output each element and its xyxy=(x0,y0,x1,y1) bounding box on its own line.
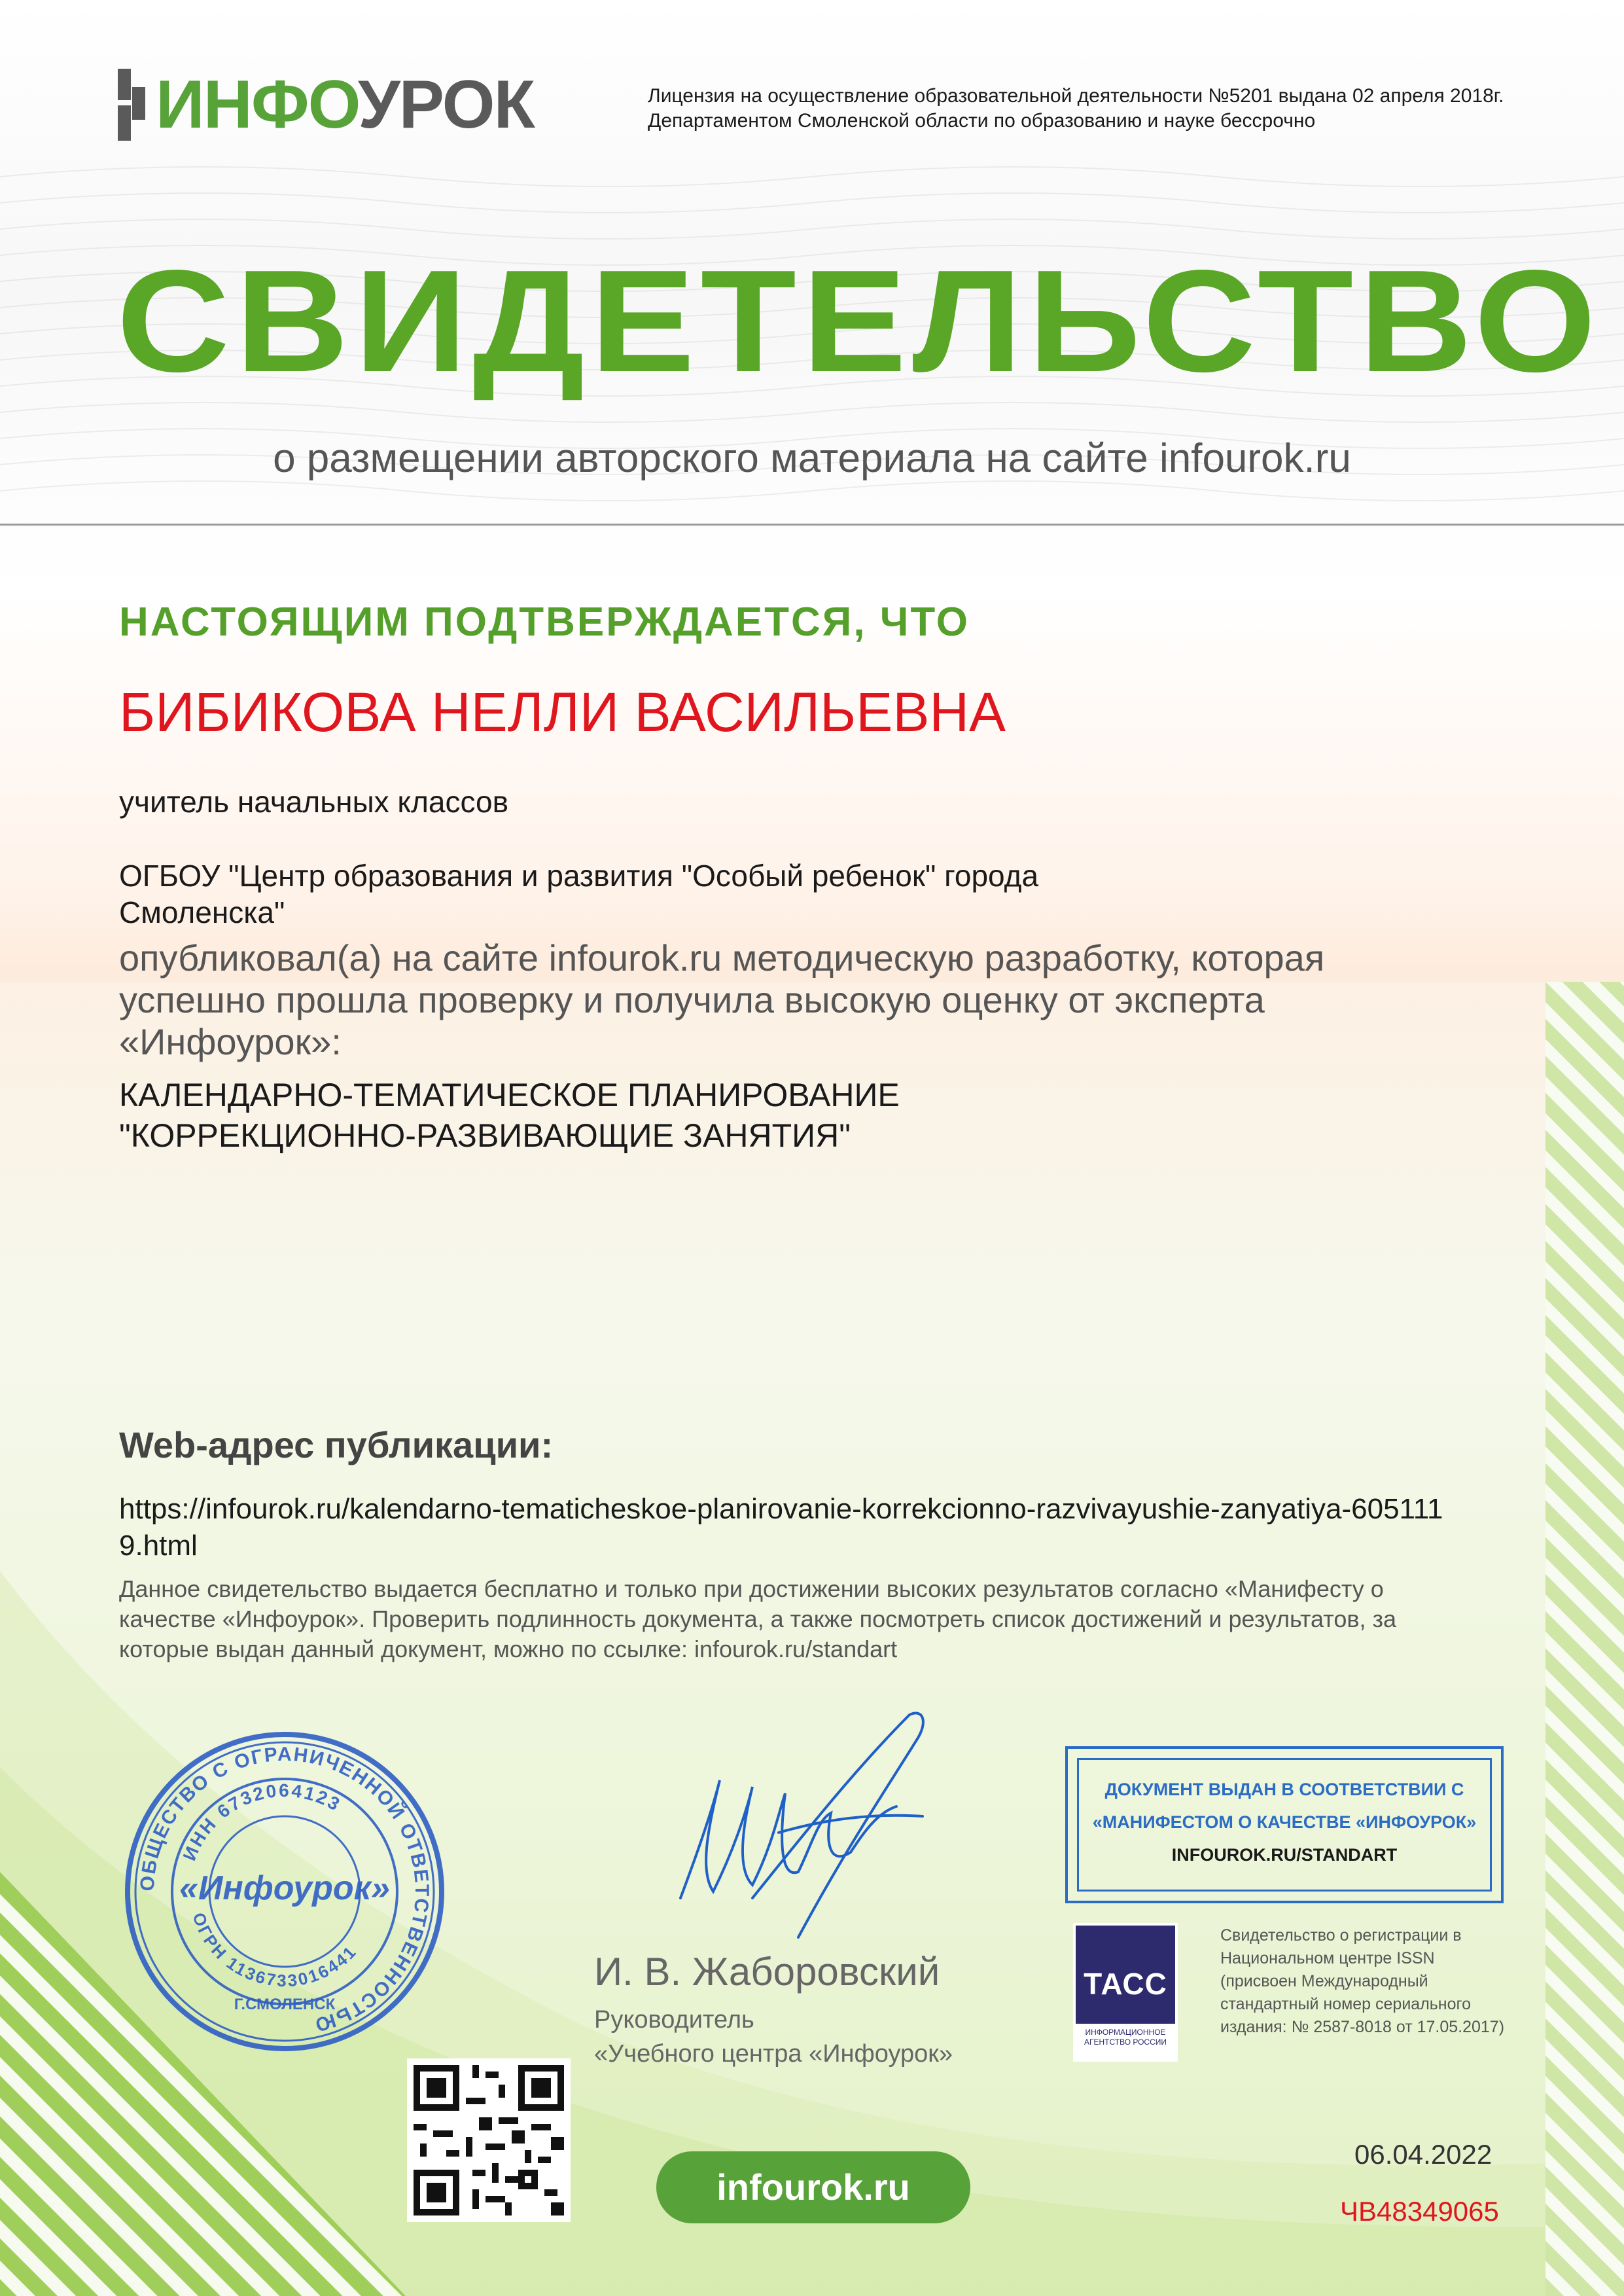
license-line-1: Лицензия на осуществление образовательной деятельности №5201 выдана 02 апреля 2018г. xyxy=(648,85,1504,107)
published-statement: опубликовал(а) на сайте infourok.ru методическую разработку, которая успешно прошла проверку и получила высокую оценку от эксперта «Инфоурок»: xyxy=(119,937,1325,1062)
signer-role xyxy=(594,2003,953,2071)
tass-subtitle-line-1: ИНФОРМАЦИОННОЕ xyxy=(1085,2028,1166,2037)
issn-registration-text: Свидетельство о регистрации в Национальном центре ISSN (присвоен Международный стандартный номер сериального издания: № 2587-8018 от 17.05.2017) xyxy=(1220,1926,1505,2036)
company-stamp xyxy=(121,1728,448,2055)
stamp-city-text: Г.СМОЛЕНСК xyxy=(234,1996,336,2013)
manifest-line-1: ДОКУМЕНТ ВЫДАН В СООТВЕТСТВИИ С xyxy=(1104,1780,1464,1799)
license-line-2: Департаментом Смоленской области по образованию и науке бессрочно xyxy=(648,110,1316,132)
certificate-subtitle: о размещении авторского материала на сайте infourok.ru xyxy=(273,436,1351,481)
confirm-heading: НАСТОЯЩИМ ПОДТВЕРЖДАЕТСЯ, ЧТО xyxy=(119,600,970,645)
stamp-ogrn-text: ОГРН 1136733016441 xyxy=(188,1910,361,1991)
recipient-position: учитель начальных классов xyxy=(119,785,509,819)
signer-role-line-1: Руководитель xyxy=(594,2006,754,2034)
logo-text-urok: УРОК xyxy=(357,67,534,143)
qr-code[interactable] xyxy=(407,2058,571,2222)
tass-subtitle-line-2: АГЕНТСТВО РОССИИ xyxy=(1084,2037,1167,2047)
background-stripes-right xyxy=(1545,982,1624,2296)
tass-logo-text: ТАСС xyxy=(1084,1967,1167,2001)
recipient-name: БИБИКОВА НЕЛЛИ ВАСИЛЬЕВНА xyxy=(119,681,1006,743)
material-title-line-2: "КОРРЕКЦИОННО-РАЗВИВАЮЩИЕ ЗАНЯТИЯ" xyxy=(119,1117,851,1154)
manifest-link[interactable]: INFOUROK.RU/STANDART xyxy=(1171,1845,1398,1865)
manifest-line-2: «МАНИФЕСТОМ О КАЧЕСТВЕ «ИНФОУРОК» xyxy=(1092,1812,1477,1832)
material-title xyxy=(119,1075,1297,1156)
signer-name: И. В. Жаборовский xyxy=(594,1950,940,1994)
manifest-badge xyxy=(1065,1746,1504,1903)
infourok-site-button[interactable]: infourok.ru xyxy=(656,2151,970,2223)
recipient-organization: ОГБОУ "Центр образования и развития "Особый ребенок" города Смоленска" xyxy=(119,859,1039,929)
tass-subtitle xyxy=(1073,2028,1178,2047)
stamp-outer-text: ОБЩЕСТВО С ОГРАНИЧЕННОЙ ОТВЕТСТВЕННОСТЬЮ xyxy=(136,1743,433,2036)
publication-url-link[interactable]: https://infourok.ru/kalendarno-tematicheskoe-planirovanie-korrekcionno-razvivayushie-zanyatiya-6051119.html xyxy=(119,1493,1443,1562)
signature-image xyxy=(661,1702,936,1944)
signer-role-line-2: «Учебного центра «Инфоурок» xyxy=(594,2040,953,2068)
certificate-code: ЧВ48349065 xyxy=(1340,2196,1499,2227)
logo-mark-icon xyxy=(118,69,147,141)
divider-line xyxy=(0,524,1624,526)
certificate-title: СВИДЕТЕЛЬСТВО xyxy=(116,240,1602,403)
stamp-center-text: «Инфоурок» xyxy=(179,1869,390,1907)
logo-text-info: ИНФО xyxy=(156,67,358,143)
material-title-line-1: КАЛЕНДАРНО-ТЕМАТИЧЕСКОЕ ПЛАНИРОВАНИЕ xyxy=(119,1077,900,1113)
issue-date: 06.04.2022 xyxy=(1354,2139,1492,2170)
manifest-badge-inner xyxy=(1077,1758,1492,1892)
license-text xyxy=(648,84,1504,134)
disclaimer-text: Данное свидетельство выдается бесплатно и только при достижении высоких результатов согласно «Манифесту о качестве «Инфоурок». Проверить подлинность документа, а также посмотреть список достижений и результатов, за которые выдан данный документ, можно по ссылке: infourok.ru/standart xyxy=(119,1575,1397,1662)
web-address-label: Web-адрес публикации: xyxy=(119,1424,554,1465)
stamp-inn-text: ИНН 6732064123 xyxy=(179,1780,345,1864)
tass-logo xyxy=(1073,1923,1178,2062)
infourok-logo xyxy=(118,69,534,141)
tass-logo-box xyxy=(1076,1926,1175,2024)
logo-text xyxy=(156,67,534,143)
